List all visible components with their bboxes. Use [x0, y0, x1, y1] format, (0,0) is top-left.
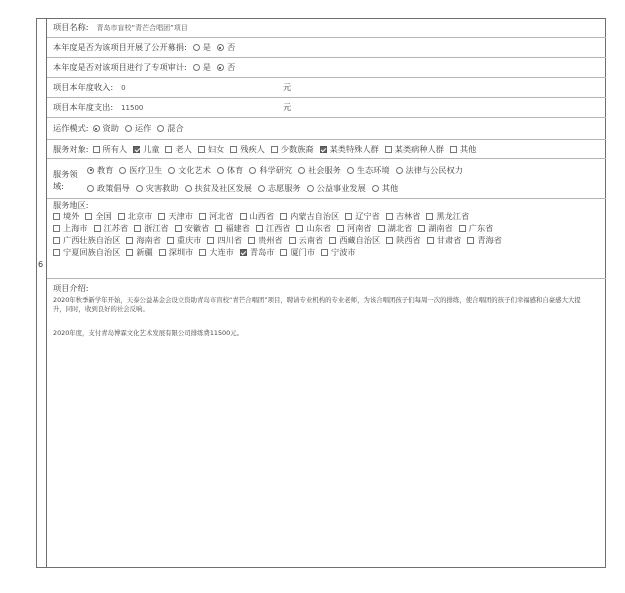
radio-button[interactable]	[87, 185, 94, 192]
target-option-label: 残疾人	[240, 143, 265, 154]
region-option-label: 江西省	[265, 222, 291, 233]
checkbox[interactable]	[385, 146, 392, 153]
radio-button[interactable]	[372, 185, 379, 192]
row-number: 6	[38, 260, 44, 269]
radio-button[interactable]	[396, 167, 403, 174]
intro-label: 项目介绍:	[53, 283, 89, 293]
region-option-label: 安徽省	[184, 222, 210, 233]
region-option[interactable]	[386, 235, 421, 246]
targets-row	[47, 140, 606, 159]
radio-button[interactable]	[217, 167, 224, 174]
region-option-label: 四川省	[217, 234, 243, 245]
audit-label: 本年度是否对该项目进行了专项审计:	[53, 62, 187, 72]
radio-button[interactable]	[249, 167, 256, 174]
fields-label-line2: 域:	[53, 181, 64, 191]
region-option[interactable]	[158, 211, 193, 222]
region-option-label: 湖北省	[387, 222, 413, 233]
expense-label: 项目本年度支出:	[53, 102, 114, 112]
region-option-label: 河北省	[208, 210, 234, 221]
expense-value: 11500	[121, 103, 144, 112]
field-option[interactable]	[217, 165, 243, 176]
checkbox[interactable]	[94, 225, 101, 232]
region-option-label: 西藏自治区	[339, 234, 381, 245]
field-option[interactable]	[249, 165, 292, 176]
region-option[interactable]	[386, 211, 421, 222]
checkbox[interactable]	[248, 237, 255, 244]
field-option[interactable]	[136, 183, 179, 194]
field-option[interactable]	[307, 183, 366, 194]
field-option[interactable]	[298, 165, 341, 176]
region-option-label: 宁波市	[331, 246, 356, 257]
region-option-label: 厦门市	[290, 246, 316, 257]
field-option[interactable]	[258, 183, 301, 194]
fundraising-option[interactable]	[217, 42, 235, 53]
region-option[interactable]	[467, 235, 502, 246]
checkbox[interactable]	[53, 237, 60, 244]
fundraising-label: 本年度是否为该项目开展了公开募捐:	[53, 42, 187, 52]
fields-row	[47, 159, 606, 199]
checkbox[interactable]	[53, 225, 60, 232]
region-option-label: 山东省	[306, 222, 332, 233]
intro-paragraph-2: 2020年度，支付青岛博霖文化艺术发展有限公司排练费11500元。	[53, 329, 243, 337]
target-option[interactable]	[271, 144, 314, 155]
radio-button[interactable]	[125, 125, 132, 132]
region-option-label: 福建省	[225, 222, 250, 233]
region-option[interactable]	[215, 223, 250, 234]
field-option-label: 医疗卫生	[129, 164, 163, 175]
mode-option-label: 资助	[102, 123, 119, 133]
region-option[interactable]	[427, 235, 462, 246]
checkbox[interactable]	[207, 237, 214, 244]
region-option[interactable]	[159, 247, 194, 258]
radio-button[interactable]	[347, 167, 354, 174]
checkbox[interactable]	[126, 249, 133, 256]
field-option-label: 扶贫及社区发展	[194, 182, 252, 193]
checkbox[interactable]	[271, 146, 278, 153]
region-option-label: 全国	[95, 210, 112, 221]
region-option-label: 广西壮族自治区	[63, 234, 121, 245]
region-option-label: 陕西省	[396, 234, 421, 245]
region-option-label: 贵州省	[258, 234, 283, 245]
region-option-label: 吉林省	[395, 210, 421, 221]
mode-label: 运作模式:	[53, 123, 89, 133]
region-option[interactable]	[426, 211, 469, 222]
field-option[interactable]	[372, 183, 398, 194]
region-option[interactable]	[85, 211, 111, 222]
intro-section	[47, 281, 606, 561]
field-option[interactable]	[87, 165, 113, 176]
radio-button[interactable]	[217, 44, 224, 51]
checkbox[interactable]	[321, 249, 328, 256]
region-option[interactable]	[53, 235, 120, 246]
expense-row	[47, 98, 606, 118]
region-option[interactable]	[321, 247, 356, 258]
checkbox[interactable]	[165, 146, 172, 153]
region-option-label: 境外	[63, 210, 80, 221]
radio-button[interactable]	[193, 44, 200, 51]
checkbox[interactable]	[199, 213, 206, 220]
region-option-label: 青岛市	[249, 246, 275, 257]
checkbox[interactable]	[126, 237, 133, 244]
radio-button[interactable]	[136, 185, 143, 192]
expense-unit: 元	[283, 102, 292, 112]
target-option[interactable]	[93, 144, 128, 155]
target-option[interactable]	[450, 144, 476, 155]
region-option-label: 内蒙古自治区	[290, 210, 340, 221]
field-option-label: 公益事业发展	[316, 182, 366, 193]
region-option[interactable]	[118, 211, 153, 222]
audit-option-label: 是	[202, 62, 211, 72]
checkbox[interactable]	[320, 146, 327, 153]
fundraising-option-label: 否	[226, 42, 236, 52]
region-option-label: 浙江省	[144, 222, 169, 233]
region-option[interactable]	[289, 235, 324, 246]
checkbox[interactable]	[175, 225, 182, 232]
mode-option[interactable]	[93, 123, 119, 134]
target-option-label: 某类病种人群	[394, 143, 444, 154]
income-label: 项目本年度收入:	[53, 82, 114, 92]
radio-button[interactable]	[217, 64, 224, 71]
checkbox[interactable]	[459, 225, 466, 232]
radio-button[interactable]	[93, 125, 100, 132]
region-option-label: 海南省	[136, 234, 161, 245]
region-option-label: 江苏省	[103, 222, 129, 233]
checkbox[interactable]	[198, 146, 205, 153]
checkbox[interactable]	[386, 237, 393, 244]
field-option[interactable]	[168, 165, 211, 176]
field-option-label: 灾害救助	[145, 182, 179, 193]
checkbox[interactable]	[378, 225, 385, 232]
region-option[interactable]	[329, 235, 380, 246]
regions-row	[47, 199, 606, 279]
field-option-label: 生态环境	[356, 164, 390, 175]
region-option[interactable]	[296, 223, 331, 234]
checkbox[interactable]	[133, 146, 140, 153]
target-option-label: 所有人	[102, 143, 128, 154]
field-option-label: 文化艺术	[178, 164, 211, 175]
region-option[interactable]	[175, 223, 210, 234]
checkbox[interactable]	[199, 249, 206, 256]
region-option[interactable]	[53, 211, 79, 222]
checkbox[interactable]	[167, 237, 174, 244]
field-option[interactable]	[396, 165, 463, 176]
radio-button[interactable]	[119, 167, 126, 174]
region-option-label: 宁夏回族自治区	[63, 246, 121, 257]
region-option-label: 黑龙江省	[436, 210, 470, 221]
income-value: 0	[121, 83, 126, 92]
region-option-label: 大连市	[209, 246, 234, 257]
field-option-label: 教育	[97, 164, 114, 175]
region-option[interactable]	[126, 247, 152, 258]
checkbox[interactable]	[53, 213, 60, 220]
targets-label: 服务对象:	[53, 143, 89, 154]
field-option[interactable]	[119, 165, 162, 176]
checkbox[interactable]	[93, 146, 100, 153]
fundraising-row	[47, 38, 606, 58]
mode-option[interactable]	[125, 123, 151, 134]
checkbox[interactable]	[386, 213, 393, 220]
region-option[interactable]	[345, 211, 380, 222]
regions-label: 服务地区:	[53, 199, 89, 210]
target-option[interactable]	[165, 144, 191, 155]
field-option-label: 体育	[226, 164, 244, 175]
target-option[interactable]	[385, 144, 444, 155]
checkbox[interactable]	[134, 225, 141, 232]
region-option[interactable]	[199, 247, 234, 258]
target-option[interactable]	[198, 144, 224, 155]
region-option[interactable]	[240, 211, 275, 222]
target-option-label: 少数族裔	[280, 143, 314, 154]
region-option[interactable]	[134, 223, 169, 234]
checkbox[interactable]	[296, 225, 303, 232]
region-option[interactable]	[256, 223, 291, 234]
checkbox[interactable]	[467, 237, 474, 244]
fundraising-option-label: 是	[202, 42, 211, 52]
field-option[interactable]	[347, 165, 390, 176]
region-option[interactable]	[94, 223, 129, 234]
region-option-label: 深圳市	[168, 246, 194, 257]
region-option-label: 云南省	[298, 234, 324, 245]
region-option[interactable]	[378, 223, 413, 234]
field-option-label: 社会服务	[308, 164, 341, 175]
region-option[interactable]	[53, 223, 88, 234]
region-option-label: 青海省	[477, 234, 502, 245]
checkbox[interactable]	[240, 213, 247, 220]
target-option-label: 老人	[175, 143, 192, 154]
target-option-label: 儿童	[143, 143, 160, 154]
radio-button[interactable]	[87, 167, 94, 174]
project-name-value: 青岛市盲校“青芒合唱团”项目	[96, 23, 188, 32]
region-option-label: 北京市	[127, 210, 153, 221]
target-option[interactable]	[230, 144, 265, 155]
region-option[interactable]	[418, 223, 453, 234]
project-name-row	[47, 18, 606, 38]
target-option-label: 某类特殊人群	[329, 143, 379, 154]
region-option-label: 甘肃省	[436, 234, 462, 245]
region-option-label: 上海市	[63, 222, 88, 233]
checkbox[interactable]	[418, 225, 425, 232]
field-option-label: 法律与公民权力	[405, 164, 463, 175]
region-option-label: 河南省	[347, 222, 372, 233]
income-unit: 元	[283, 82, 292, 92]
audit-option-label: 否	[226, 62, 236, 72]
region-option[interactable]	[280, 211, 339, 222]
field-option-label: 科学研究	[259, 164, 293, 175]
checkbox[interactable]	[345, 213, 352, 220]
region-option-label: 湖南省	[428, 222, 453, 233]
region-option[interactable]	[337, 223, 372, 234]
region-option[interactable]	[459, 223, 494, 234]
region-option[interactable]	[280, 247, 315, 258]
income-row	[47, 78, 606, 98]
mode-option-label: 混合	[167, 123, 184, 133]
checkbox[interactable]	[329, 237, 336, 244]
checkbox[interactable]	[427, 237, 434, 244]
checkbox[interactable]	[337, 225, 344, 232]
target-option-label: 妇女	[207, 143, 225, 154]
region-option[interactable]	[53, 247, 120, 258]
checkbox[interactable]	[85, 213, 92, 220]
target-option-label: 其他	[459, 143, 477, 154]
radio-button[interactable]	[185, 185, 192, 192]
region-option[interactable]	[240, 247, 275, 258]
target-option[interactable]	[133, 144, 159, 155]
project-name-label: 项目名称:	[53, 22, 89, 32]
region-option[interactable]	[199, 211, 234, 222]
mode-option-label: 运作	[134, 123, 152, 133]
checkbox[interactable]	[280, 213, 287, 220]
field-option[interactable]	[87, 183, 130, 194]
field-option[interactable]	[185, 183, 252, 194]
audit-option[interactable]	[217, 62, 235, 73]
checkbox[interactable]	[280, 249, 287, 256]
checkbox[interactable]	[289, 237, 296, 244]
region-option[interactable]	[248, 235, 283, 246]
radio-button[interactable]	[193, 64, 200, 71]
checkbox[interactable]	[426, 213, 433, 220]
region-option-label: 新疆	[136, 246, 153, 257]
region-option-label: 天津市	[168, 210, 193, 221]
radio-button[interactable]	[298, 167, 305, 174]
checkbox[interactable]	[53, 249, 60, 256]
region-option[interactable]	[126, 235, 161, 246]
target-option[interactable]	[320, 144, 379, 155]
intro-paragraph-1: 2020年秋季新学年开始，天泰公益基金会设立资助青岛市盲校“青芒合唱团”项目，聘请专业机构的专业老师，为该合唱团孩子们每周一次的排练，使合唱团的孩子们幸福感和自豪感大大提升，同时，收到良好的社会反响。	[53, 296, 581, 313]
region-option[interactable]	[167, 235, 202, 246]
fundraising-option[interactable]	[193, 42, 211, 53]
mode-option[interactable]	[157, 123, 183, 134]
radio-button[interactable]	[168, 167, 175, 174]
radio-button[interactable]	[157, 125, 164, 132]
checkbox[interactable]	[118, 213, 125, 220]
audit-option[interactable]	[193, 62, 211, 73]
checkbox[interactable]	[450, 146, 457, 153]
region-option[interactable]	[207, 235, 242, 246]
field-option-label: 政策倡导	[97, 182, 130, 193]
checkbox[interactable]	[230, 146, 237, 153]
checkbox[interactable]	[240, 249, 247, 256]
checkbox[interactable]	[159, 249, 166, 256]
radio-button[interactable]	[258, 185, 265, 192]
region-option-label: 辽宁省	[355, 210, 380, 221]
field-option-label: 志愿服务	[267, 182, 301, 193]
checkbox[interactable]	[256, 225, 263, 232]
region-option-label: 广东省	[468, 222, 494, 233]
checkbox[interactable]	[158, 213, 165, 220]
fields-label-line1: 服务领	[53, 169, 78, 179]
field-option-label: 其他	[381, 182, 399, 193]
mode-row	[47, 118, 606, 140]
radio-button[interactable]	[307, 185, 314, 192]
region-option-label: 山西省	[249, 210, 275, 221]
checkbox[interactable]	[215, 225, 222, 232]
region-option-label: 重庆市	[176, 234, 202, 245]
audit-row	[47, 58, 606, 78]
